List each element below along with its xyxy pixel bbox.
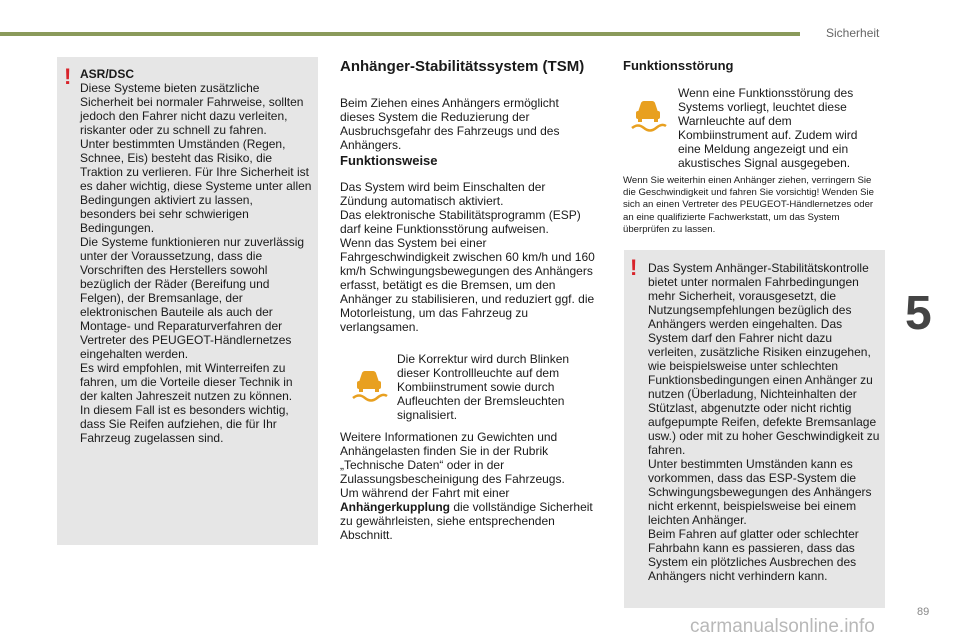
warning-title: ASR/DSC — [80, 67, 135, 81]
warning-text: Diese Systeme bieten zusätzliche Sicherheit bei normaler Fahrweise, sollten jedoch den Fahrer nicht dazu verleiten, riskanter oder zu schnell zu fahren. Unter bestimmten Umständen (Regen, Schnee, Eis) besteht das Risiko, die Traktion zu verlieren. Für Ihre Sicherheit ist es daher wichtig, diese Systeme unter allen Bedingungen aktiviert zu lassen, besonders bei sehr schwierigen Bedingungen. Die Systeme funktionieren nur zuverlässig unter der Voraussetzung, dass die Vorschriften des Herstellers sowohl bezüglich der Räder (Bereifung und Felgen), der Bremsanlage, der elektronischen Bauteile als auch der Montage- und Reparaturverfahren der Vertreter des PEUGEOT-Händlernetzes eingehalten werden. Es wird empfohlen, mit Winterreifen zu fahren, um die Vorteile dieser Technik in der kalten Jahreszeit nutzen zu können. In diesem Fall ist es besonders wichtig, dass Sie Reifen aufziehen, die für Ihr Fahrzeug zugelassen sind. — [80, 81, 312, 445]
trailer-fault-icon — [628, 92, 668, 132]
watermark: carmanualsonline.info — [690, 616, 875, 637]
header-accent-bar — [0, 32, 800, 36]
funktionsweise-text: Das System wird beim Einschalten der Zündung automatisch aktiviert. Das elektronische Stabilitätsprogramm (ESP) darf keine Funktionsstörung aufweisen. Wenn das System bei einer Fahrgeschwindigkeit zwischen 60 km/h und 160 km/h Schwingungsbewegungen des Anhängers erfasst, betätigt es die Bremsen, um den Anhänger zu stabilisieren, und reduziert ggf. die Motorleistung, um das Fahrzeug zu verlangsamen. — [340, 180, 595, 334]
warning-tsm-text: Das System Anhänger-Stabilitätskontrolle bietet unter normalen Fahrbedingungen mehr Sicherheit, vorausgesetzt, die Nutzungsempfehlungen bezüglich des Anhängers werden eingehalten. Das System darf den Fahrer nicht dazu verleiten, zusätzliche Risiken einzugehen, wie beispielsweise unter schlechten Funktionsbedingungen einen Anhänger zu nutzen (Überladung, Nichteinhalten der Stützlast, abgenutzte oder nicht richtig aufgepumpte Reifen, defekte Bremsanlage usw.) oder mit zu hoher Geschwindigkeit zu fahren. Unter bestimmten Umständen kann es vorkommen, dass das ESP-System die Schwingungsbewegungen des Anhängers nicht erkennt, beispielsweise bei einem leichten Anhänger. Beim Fahren auf glatter oder schlechter Fahrbahn kann es passieren, dass das System ein plötzliches Ausbrechen des Anhängers nicht verhindern kann. — [648, 261, 880, 583]
page-number: 89 — [917, 606, 930, 618]
chapter-number: 5 — [905, 287, 932, 340]
more-info-text-end: die vollständige Sicherheit zu gewährleisten, siehe entsprechenden Abschnitt. — [340, 500, 593, 542]
fault-small-text: Wenn Sie weiterhin einen Anhänger ziehen, verringern Sie die Geschwindigkeit und fahren Sie vorsichtig! Wenden Sie sich an einen Vertreter des PEUGEOT-Händlernetzes oder an eine qualifizierte Fachwerkstatt, um das System überprüfen zu lassen. — [623, 175, 875, 235]
warning-icon: ! — [64, 64, 72, 89]
icon-note: Die Korrektur wird durch Blinken dieser Kontrollleuchte auf dem Kombiinstrument sowie durch Aufleuchten der Bremsleuchten signalisiert. — [397, 352, 570, 422]
fault-icon-text: Wenn eine Funktionsstörung des Systems vorliegt, leuchtet diese Warnleuchte auf dem Kombiinstrument auf. Zudem wird eine Meldung angezeigt und ein akustisches Signal ausgegeben. — [678, 86, 858, 170]
warning-asr-dsc — [80, 67, 312, 445]
more-info — [340, 430, 595, 542]
tsm-intro: Beim Ziehen eines Anhängers ermöglicht dieses System die Reduzierung der Ausbruchsgefahr des Fahrzeugs und des Anhängers. — [340, 96, 560, 152]
more-info-bold: Anhängerkupplung — [340, 500, 450, 514]
funktionsstoerung-heading: Funktionsstörung — [623, 58, 734, 73]
trailer-stability-icon — [349, 362, 389, 402]
more-info-text: Weitere Informationen zu Gewichten und Anhängelasten finden Sie in der Rubrik „Technische Daten“ oder in der Zulassungsbescheinigung des Fahrzeugs. Um während der Fahrt mit einer — [340, 430, 565, 500]
warning-icon: ! — [630, 255, 638, 280]
section-label: Sicherheit — [826, 26, 880, 40]
funktionsweise-heading: Funktionsweise — [340, 153, 438, 168]
tsm-title: Anhänger-Stabilitätssystem (TSM) — [340, 58, 585, 75]
